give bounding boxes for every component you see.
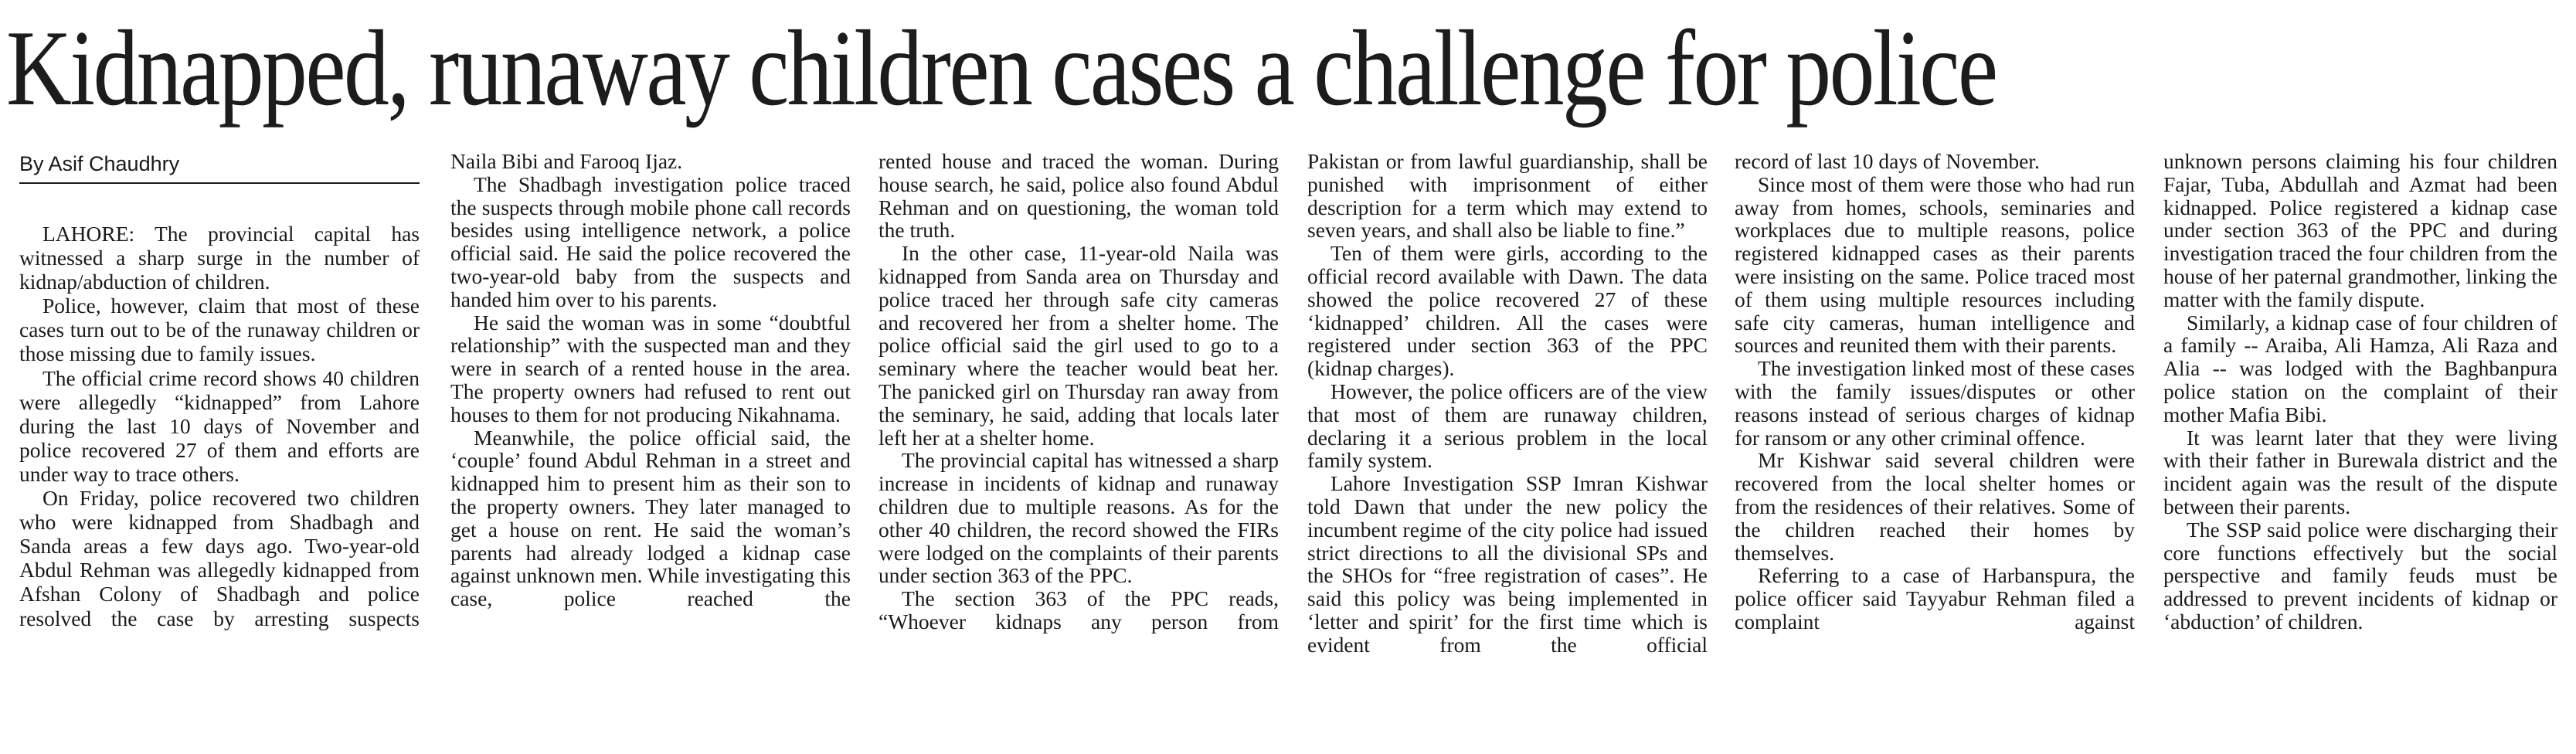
paragraph: Mr Kishwar said several children were recovered from the local shelter homes or from the residences of their relatives. Some of the children reached their homes by themselves. [1735, 448, 2135, 565]
paragraph: The investigation linked most of these cases with the family issues/disputes or other reasons instead of serious charges of kidnap for ransom or any other criminal offence. [1735, 356, 2135, 450]
paragraph: Ten of them were girls, according to the official record available with Dawn. The data showed the police recovered 27 of these ‘kidnapped’ children. All the cases were registered under section 363 of the PPC (kidnap charges). [1307, 241, 1708, 381]
paragraph: On Friday, police recovered two children who were kidnapped from Shadbagh and Sanda areas a few days ago. Two-year-old Abdul Rehman was allegedly kidnapped from Afshan Colony of Shadbagh and police resolved the case by arresting suspects [19, 486, 420, 630]
paragraph: The SSP said police were discharging their core functions effectively but the social perspective and family feuds must be addressed to prevent incidents of kidnap or ‘abduction’ of children. [2163, 517, 2557, 633]
paragraph: However, the police officers are of the view that most of them are runaway children, declaring it a serious problem in the local family system. [1307, 379, 1708, 473]
paragraph: Naila Bibi and Farooq Ijaz. [450, 149, 683, 173]
paragraph: LAHORE: The provincial capital has witnessed a sharp surge in the number of kidnap/abduction of children. [19, 222, 420, 294]
article-column-6 [2163, 150, 2557, 633]
paragraph: The Shadbagh investigation police traced the suspects through mobile phone call records besides using intelligence network, a police official said. He said the police recovered the two-year-old baby from the suspects and handed him over to his parents. [450, 172, 851, 311]
headline: Kidnapped, runaway children cases a challenge for police [6, 8, 1997, 128]
paragraph: In the other case, 11-year-old Naila was kidnapped from Sanda area on Thursday and police traced her through safe city cameras and recovered her from a shelter home. The police official said the girl used to go to a seminary where the teacher would beat her. The panicked girl on Thursday ran away from the seminary, he said, adding that locals later left her at a shelter home. [878, 241, 1279, 450]
paragraph: The provincial capital has witnessed a sharp increase in incidents of kidnap and runaway children due to multiple reasons. As for the other 40 children, the record showed the FIRs were lodged on the complaints of their parents under section 363 of the PPC. [878, 448, 1279, 588]
paragraph: The official crime record shows 40 children were allegedly “kidnapped” from Lahore during the last 10 days of November and police recovered 27 of them and efforts are under way to trace others. [19, 365, 420, 486]
byline: By Asif Chaudhry [19, 151, 420, 184]
article-column-2 [450, 150, 851, 610]
paragraph: rented house and traced the woman. During house search, he said, police also found Abdul Rehman and on questioning, the woman told the truth. [878, 149, 1279, 243]
paragraph: Lahore Investigation SSP Imran Kishwar told Dawn that under the new policy the incumbent regime of the city police had issued strict directions to all the divisional SPs and the SHOs for “free registration of cases”. He said this policy was being implemented in ‘letter and spirit’ for the first time which is evident from the official [1307, 471, 1708, 657]
paragraph: The section 363 of the PPC reads, “Whoever kidnaps any person from [878, 586, 1279, 633]
paragraph: Meanwhile, the police official said, the ‘couple’ found Abdul Rehman in a street and kidnapped him to present him as their son to the property owners. They later managed to get a house on rent. He said the woman’s parents had already lodged a kidnap case against unknown men. While investigating this case, police reached the [450, 425, 851, 611]
article-column-5 [1735, 150, 2135, 633]
paragraph: Pakistan or from lawful guardianship, shall be punished with imprisonment of either description for a term which may extend to seven years, and shall also be liable to fine.” [1307, 149, 1708, 243]
paragraph: Police, however, claim that most of these cases turn out to be of the runaway children or those missing due to family issues. [19, 294, 420, 366]
article-column-3 [878, 150, 1279, 633]
paragraph: He said the woman was in some “doubtful relationship” with the suspected man and they were in search of a rented house in the area. The property owners had refused to rent out houses to them for not producing Nikahnama. [450, 310, 851, 426]
paragraph: Similarly, a kidnap case of four children of a family -- Araiba, Ali Hamza, Ali Raza and Alia -- was lodged with the Baghbanpura police station on the complaint of their mother Mafia Bibi. [2163, 310, 2557, 426]
article-column-4 [1307, 150, 1708, 657]
article-column-1 [19, 222, 420, 630]
paragraph: Since most of them were those who had run away from homes, schools, seminaries and workplaces due to multiple reasons, police registered kidnapped cases as their parents were insisting on the same. Police traced most of them using multiple resources including safe city cameras, human intelligence and sources and reunited them with their parents. [1735, 172, 2135, 358]
paragraph: Referring to a case of Harbanspura, the police officer said Tayyabur Rehman filed a complaint against [1735, 563, 2135, 633]
paragraph: It was learnt later that they were living with their father in Burewala district and the incident again was the result of the dispute between their parents. [2163, 425, 2557, 518]
paragraph: record of last 10 days of November. [1735, 149, 2040, 173]
paragraph: unknown persons claiming his four children Fajar, Tuba, Abdullah and Azmat had been kidnapped. Police registered a kidnap case under section 363 of the PPC and during investigation traced the four children from the house of her paternal grandmother, linking the matter with the family dispute. [2163, 149, 2557, 311]
